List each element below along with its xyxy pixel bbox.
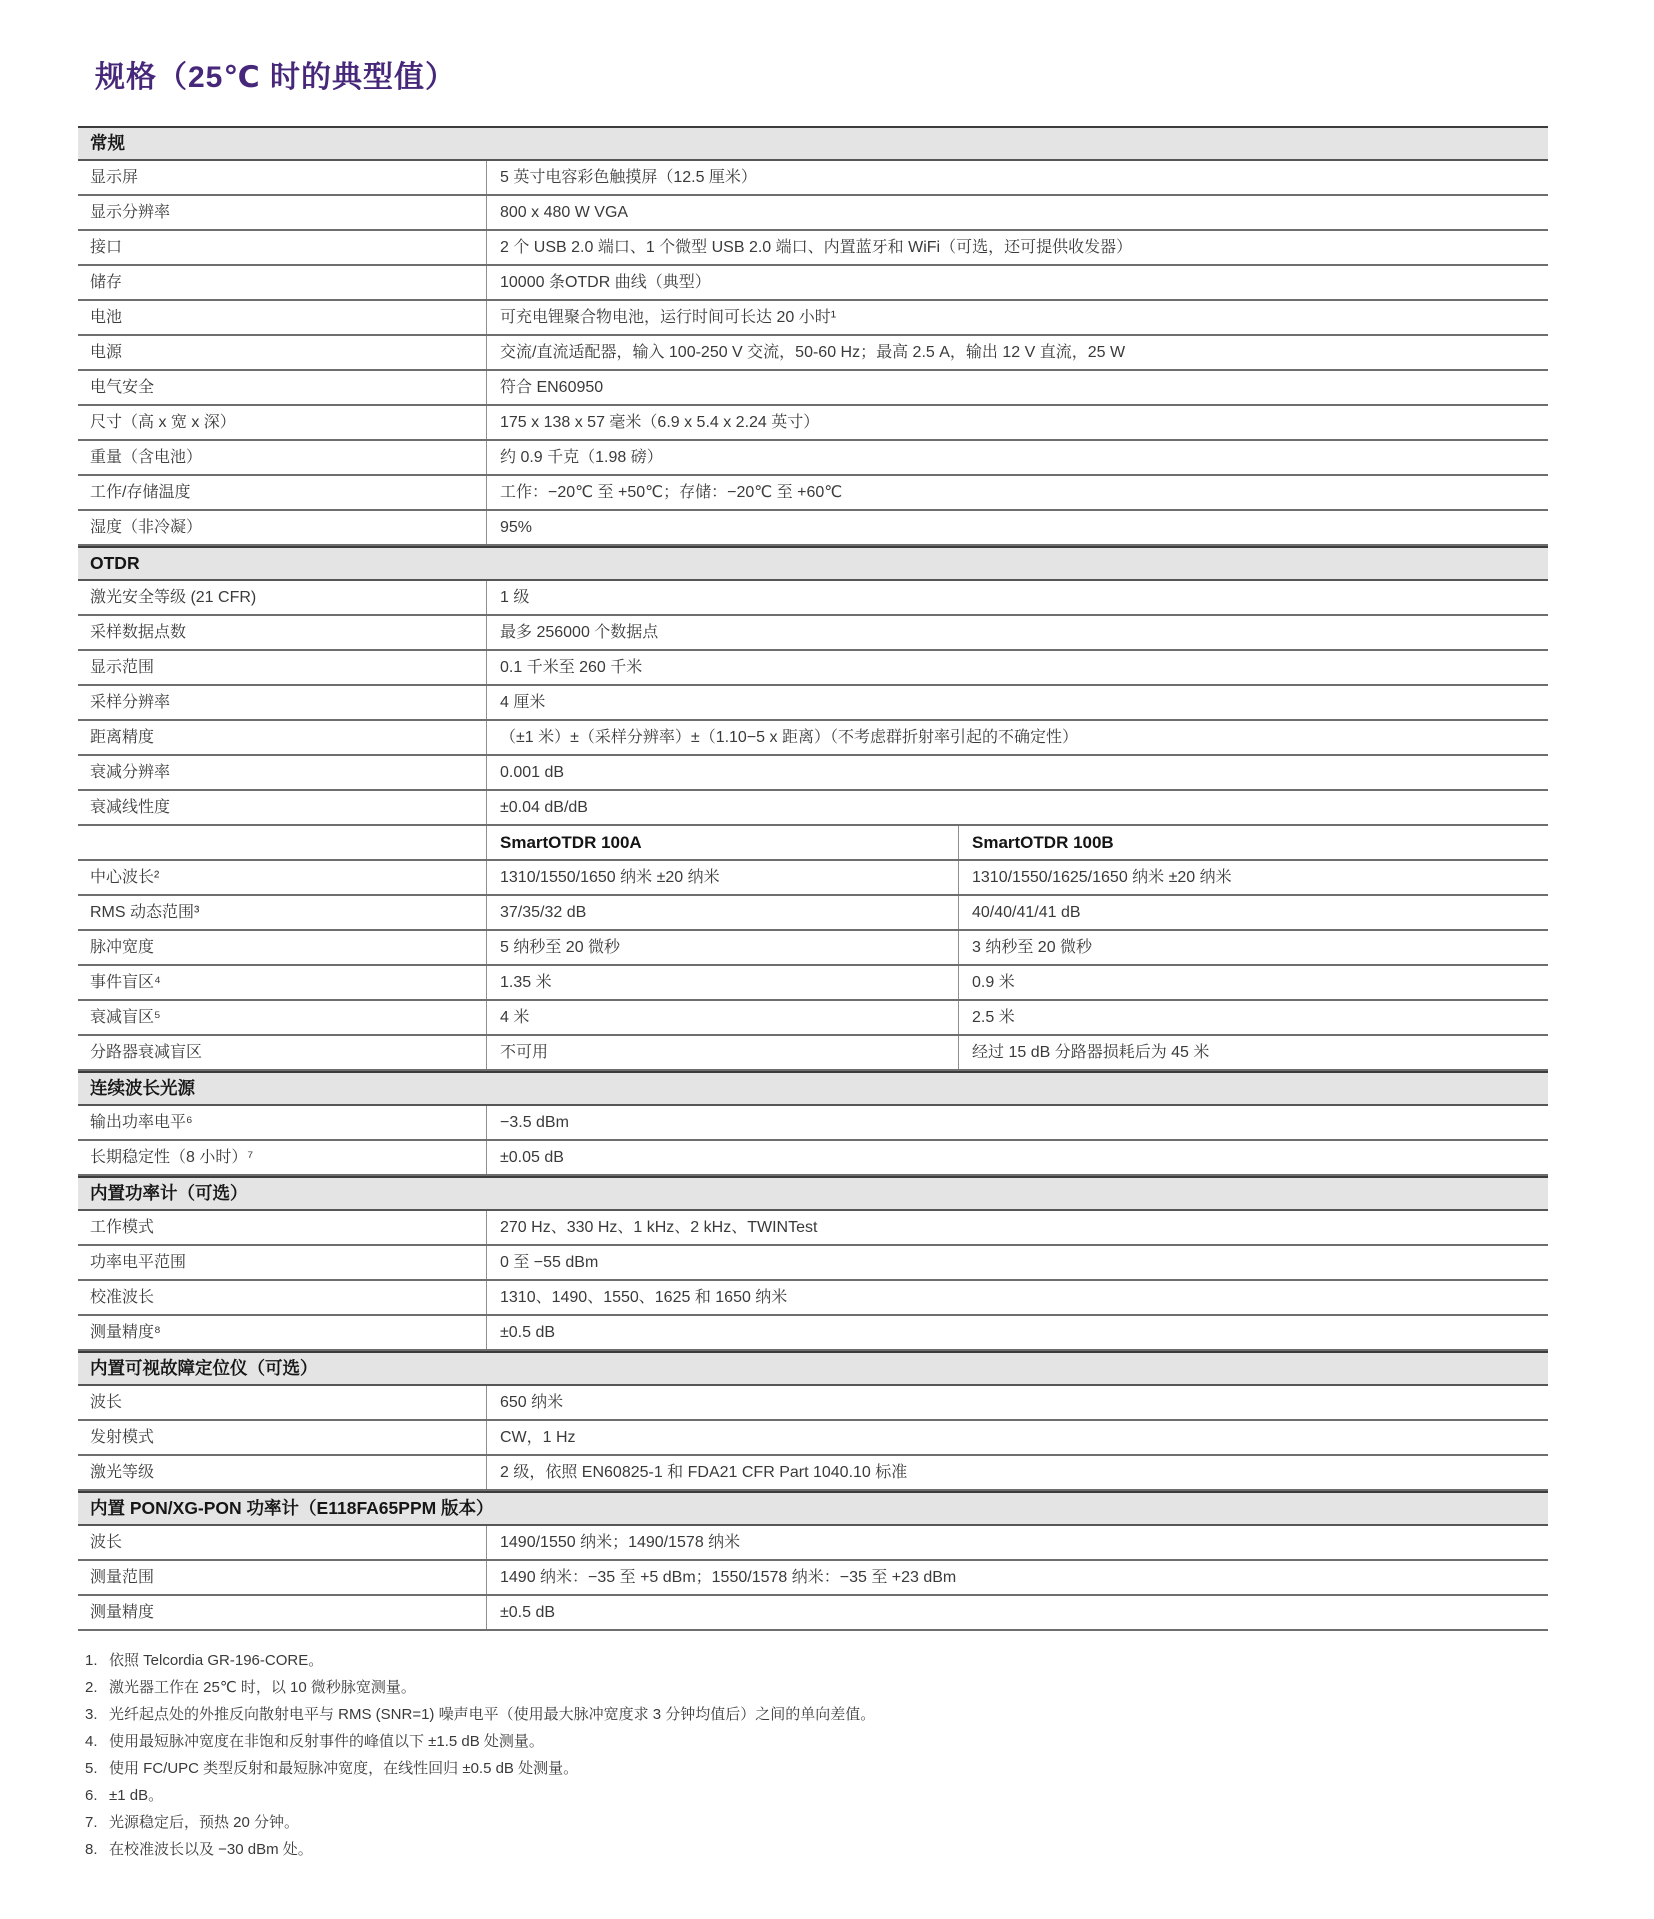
- spec-value: 5 英寸电容彩色触摸屏（12.5 厘米）: [486, 161, 1548, 194]
- footnote: [85, 1705, 1548, 1724]
- spec-value: 800 x 480 W VGA: [486, 196, 1548, 229]
- section-header: 常规: [78, 126, 1548, 161]
- spec-label: 显示分辨率: [90, 203, 171, 221]
- table-row: [78, 266, 1548, 301]
- spec-label: 电气安全: [90, 378, 155, 396]
- spec-value: 1 级: [486, 581, 1548, 614]
- spec-label: 衰减分辨率: [90, 763, 171, 781]
- spec-label: 分路器衰减盲区: [90, 1043, 203, 1061]
- footnote-text: 光源稳定后，预热 20 分钟。: [109, 1814, 300, 1831]
- table-row: [78, 686, 1548, 721]
- spec-label: 显示范围: [90, 658, 155, 676]
- table-row: [78, 1386, 1548, 1421]
- footnote: [85, 1759, 1548, 1778]
- table-row: [78, 1596, 1548, 1631]
- spec-value: 0.001 dB: [486, 756, 1548, 789]
- table-row: [78, 336, 1548, 371]
- spec-value: −3.5 dBm: [486, 1106, 1548, 1139]
- spec-label: 湿度（非冷凝）: [90, 518, 203, 536]
- spec-label: 重量（含电池）: [90, 448, 203, 466]
- page-title: 规格（25℃ 时的典型值）: [95, 61, 457, 94]
- spec-label: 衰减线性度: [90, 798, 171, 816]
- table-row: [78, 441, 1548, 476]
- footnote-number: 2.: [85, 1679, 98, 1696]
- spec-value: 4 厘米: [486, 686, 1548, 719]
- table-row: [78, 231, 1548, 266]
- footnote-text: ±1 dB。: [109, 1787, 164, 1804]
- spec-label: 发射模式: [90, 1428, 155, 1446]
- spec-value-model-b: 经过 15 dB 分路器损耗后为 45 米: [958, 1036, 1548, 1069]
- spec-value-model-a: 不可用: [486, 1036, 958, 1069]
- footnote-number: 7.: [85, 1814, 98, 1831]
- footnote-number: 6.: [85, 1787, 98, 1804]
- spec-value-model-a: 1310/1550/1650 纳米 ±20 纳米: [486, 861, 958, 894]
- spec-label: 距离精度: [90, 728, 155, 746]
- footnote-number: 8.: [85, 1841, 98, 1858]
- spec-value: （±1 米）±（采样分辨率）±（1.10−5 x 距离）（不考虑群折射率引起的不确定性）: [486, 721, 1548, 754]
- footnote: [85, 1732, 1548, 1751]
- spec-label: RMS 动态范围³: [90, 903, 200, 921]
- spec-value: 175 x 138 x 57 毫米（6.9 x 5.4 x 2.24 英寸）: [486, 406, 1548, 439]
- table-row: [78, 931, 1548, 966]
- spec-value: 1310、1490、1550、1625 和 1650 纳米: [486, 1281, 1548, 1314]
- spec-value: 符合 EN60950: [486, 371, 1548, 404]
- table-row: [78, 721, 1548, 756]
- footnote-number: 3.: [85, 1706, 98, 1723]
- table-row: [78, 1316, 1548, 1351]
- spec-value: ±0.5 dB: [486, 1316, 1548, 1349]
- spec-label: 脉冲宽度: [90, 938, 155, 956]
- footnote-number: 5.: [85, 1760, 98, 1777]
- table-row: [78, 1526, 1548, 1561]
- spec-label: 波长: [90, 1393, 123, 1411]
- section-header: 内置可视故障定位仪（可选）: [78, 1351, 1548, 1386]
- section-header: 内置 PON/XG-PON 功率计（E118FA65PPM 版本）: [78, 1491, 1548, 1526]
- spec-label: 测量精度⁸: [90, 1323, 161, 1341]
- spec-label: 中心波长²: [90, 868, 160, 886]
- spec-label: 采样数据点数: [90, 623, 187, 641]
- table-row: [78, 756, 1548, 791]
- table-row: [78, 1001, 1548, 1036]
- spec-label: 尺寸（高 x 宽 x 深）: [90, 413, 236, 431]
- spec-label: 校准波长: [90, 1288, 155, 1306]
- table-row: [78, 1421, 1548, 1456]
- table-row: [78, 1281, 1548, 1316]
- table-row: [78, 896, 1548, 931]
- footnote: [85, 1840, 1548, 1859]
- spec-value: 270 Hz、330 Hz、1 kHz、2 kHz、TWINTest: [486, 1211, 1548, 1244]
- table-row: [78, 826, 1548, 861]
- spec-value: 95%: [486, 511, 1548, 544]
- spec-value: 0.1 千米至 260 千米: [486, 651, 1548, 684]
- spec-label: 衰减盲区⁵: [90, 1008, 161, 1026]
- footnote-number: 1.: [85, 1652, 98, 1669]
- spec-value-model-a: 1.35 米: [486, 966, 958, 999]
- model-column-header-b: SmartOTDR 100B: [958, 826, 1548, 859]
- spec-value-model-a: 4 米: [486, 1001, 958, 1034]
- spec-value: CW，1 Hz: [486, 1421, 1548, 1454]
- table-row: [78, 1246, 1548, 1281]
- table-row: [78, 651, 1548, 686]
- table-row: [78, 1456, 1548, 1491]
- spec-value-model-b: 40/40/41/41 dB: [958, 896, 1548, 929]
- spec-label: 显示屏: [90, 168, 139, 186]
- table-row: [78, 196, 1548, 231]
- spec-value: 2 级，依照 EN60825-1 和 FDA21 CFR Part 1040.10 标准: [486, 1456, 1548, 1489]
- spec-value-model-a: 37/35/32 dB: [486, 896, 958, 929]
- footnote-text: 依照 Telcordia GR-196-CORE。: [109, 1652, 324, 1669]
- table-row: [78, 861, 1548, 896]
- spec-value: 交流/直流适配器，输入 100-250 V 交流，50-60 Hz；最高 2.5 A，输出 12 V 直流，25 W: [486, 336, 1548, 369]
- section-header: 内置功率计（可选）: [78, 1176, 1548, 1211]
- spec-value: 1490 纳米：−35 至 +5 dBm；1550/1578 纳米：−35 至 +23 dBm: [486, 1561, 1548, 1594]
- spec-value: 约 0.9 千克（1.98 磅）: [486, 441, 1548, 474]
- table-row: [78, 1561, 1548, 1596]
- table-row: [78, 616, 1548, 651]
- spec-label: 输出功率电平⁶: [90, 1113, 193, 1131]
- spec-value-model-b: 0.9 米: [958, 966, 1548, 999]
- section-header: OTDR: [78, 546, 1548, 581]
- spec-label: 激光安全等级 (21 CFR): [90, 588, 257, 606]
- table-row: [78, 791, 1548, 826]
- spec-value-model-b: 1310/1550/1625/1650 纳米 ±20 纳米: [958, 861, 1548, 894]
- footnote: [85, 1813, 1548, 1832]
- spec-label: 测量精度: [90, 1603, 155, 1621]
- spec-table: [78, 126, 1548, 1631]
- spec-value-model-a: 5 纳秒至 20 微秒: [486, 931, 958, 964]
- spec-label: 采样分辨率: [90, 693, 171, 711]
- section-header: 连续波长光源: [78, 1071, 1548, 1106]
- footnote: [85, 1651, 1548, 1670]
- spec-value: 2 个 USB 2.0 端口、1 个微型 USB 2.0 端口、内置蓝牙和 WiFi（可选，还可提供收发器）: [486, 231, 1548, 264]
- spec-value: 最多 256000 个数据点: [486, 616, 1548, 649]
- footnote-text: 在校准波长以及 −30 dBm 处。: [109, 1841, 313, 1858]
- table-row: [78, 476, 1548, 511]
- spec-label: 接口: [90, 238, 123, 256]
- spec-value: 可充电锂聚合物电池，运行时间可长达 20 小时¹: [486, 301, 1548, 334]
- spec-value: 1490/1550 纳米；1490/1578 纳米: [486, 1526, 1548, 1559]
- table-row: [78, 1141, 1548, 1176]
- table-row: [78, 1036, 1548, 1071]
- model-column-header-a: SmartOTDR 100A: [486, 826, 958, 859]
- spec-label: 波长: [90, 1533, 123, 1551]
- table-row: [78, 161, 1548, 196]
- spec-label: 工作/存储温度: [90, 483, 191, 501]
- footnote-text: 激光器工作在 25℃ 时，以 10 微秒脉宽测量。: [109, 1679, 416, 1696]
- table-row: [78, 406, 1548, 441]
- footnotes: [85, 1651, 1548, 1859]
- spec-value: ±0.5 dB: [486, 1596, 1548, 1629]
- spec-label: 激光等级: [90, 1463, 155, 1481]
- spec-label: 测量范围: [90, 1568, 155, 1586]
- spec-label: 电源: [90, 343, 123, 361]
- spec-value: 0 至 −55 dBm: [486, 1246, 1548, 1279]
- table-row: [78, 581, 1548, 616]
- table-row: [78, 966, 1548, 1001]
- spec-label: 电池: [90, 308, 123, 326]
- table-row: [78, 1106, 1548, 1141]
- spec-label: 储存: [90, 273, 123, 291]
- table-row: [78, 511, 1548, 546]
- spec-value: ±0.04 dB/dB: [486, 791, 1548, 824]
- spec-value: 工作：−20℃ 至 +50℃；存储：−20℃ 至 +60℃: [486, 476, 1548, 509]
- spec-label: 长期稳定性（8 小时）⁷: [90, 1148, 254, 1166]
- spec-label: 事件盲区⁴: [90, 973, 161, 991]
- footnote-number: 4.: [85, 1733, 98, 1750]
- table-row: [78, 301, 1548, 336]
- spec-value-model-b: 2.5 米: [958, 1001, 1548, 1034]
- footnote-text: 光纤起点处的外推反向散射电平与 RMS (SNR=1) 噪声电平（使用最大脉冲宽度求 3 分钟均值后）之间的单向差值。: [109, 1706, 876, 1723]
- footnote-text: 使用 FC/UPC 类型反射和最短脉冲宽度，在线性回归 ±0.5 dB 处测量。: [109, 1760, 579, 1777]
- spec-label: [78, 826, 486, 859]
- table-row: [78, 1211, 1548, 1246]
- spec-value-model-b: 3 纳秒至 20 微秒: [958, 931, 1548, 964]
- footnote: [85, 1678, 1548, 1697]
- table-row: [78, 371, 1548, 406]
- footnote: [85, 1786, 1548, 1805]
- spec-label: 功率电平范围: [90, 1253, 187, 1271]
- spec-value: ±0.05 dB: [486, 1141, 1548, 1174]
- spec-label: 工作模式: [90, 1218, 155, 1236]
- spec-value: 10000 条OTDR 曲线（典型）: [486, 266, 1548, 299]
- footnote-text: 使用最短脉冲宽度在非饱和反射事件的峰值以下 ±1.5 dB 处测量。: [109, 1733, 544, 1750]
- spec-value: 650 纳米: [486, 1386, 1548, 1419]
